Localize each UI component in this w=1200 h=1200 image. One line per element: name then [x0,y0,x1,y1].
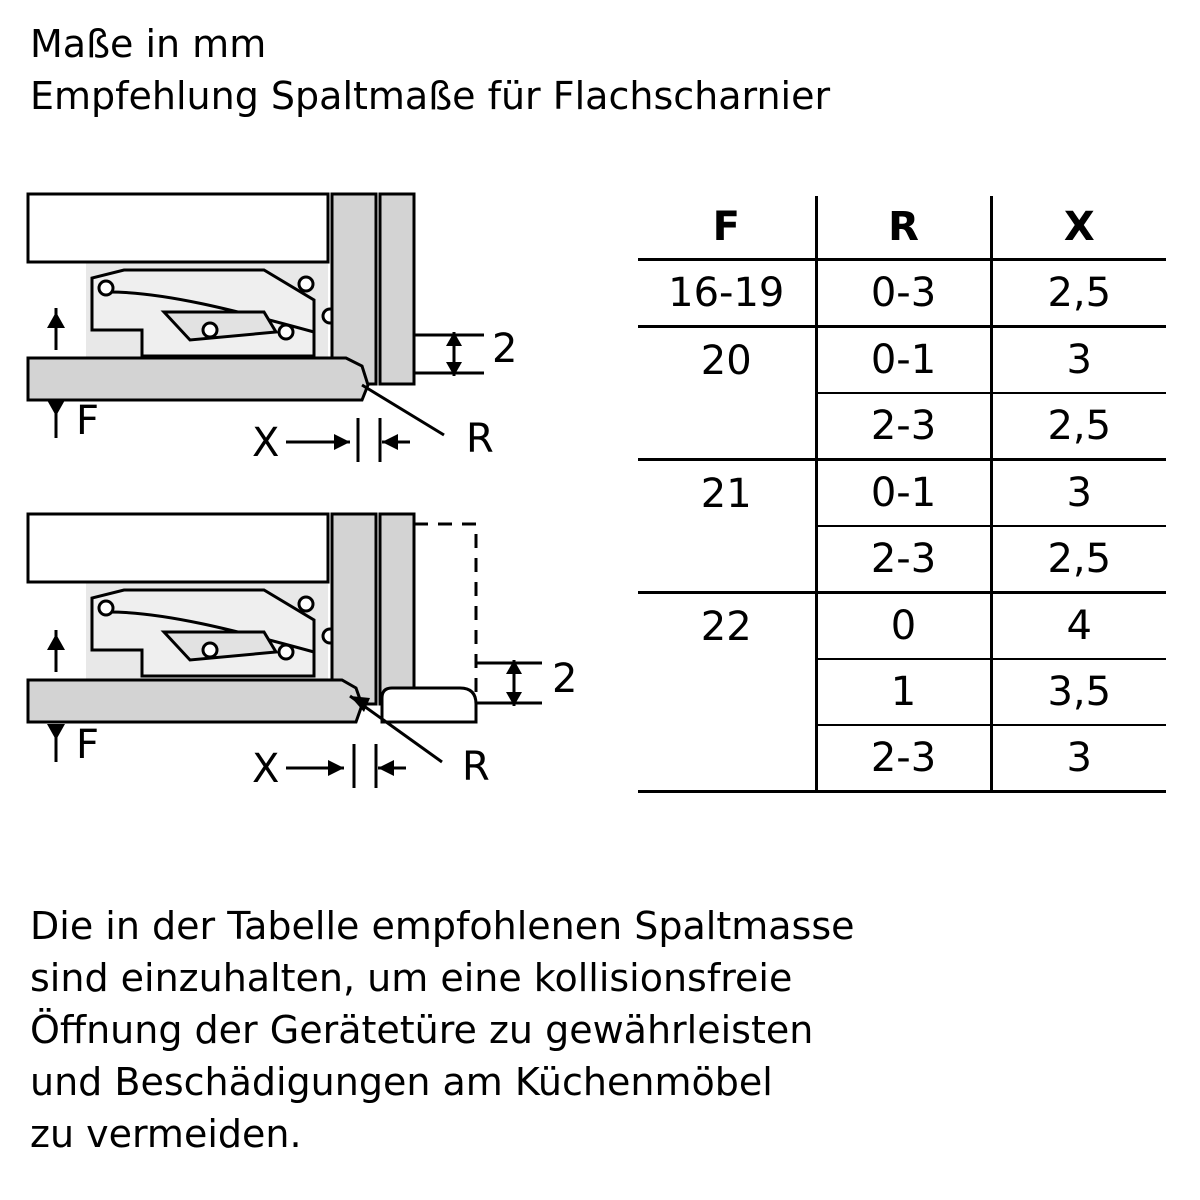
cell-r: 0-1 [816,327,991,394]
gap-dimension-table [638,196,1166,793]
cell-f: 16-19 [638,260,816,327]
cell-x: 2,5 [991,526,1166,593]
label-r-top: R [466,416,494,462]
notes-line: und Beschädigungen am Küchenmöbel [30,1060,773,1104]
label-f-bottom: F [76,722,100,768]
col-header-f: F [638,196,816,260]
notes-line: zu vermeiden. [30,1112,302,1156]
cell-x: 3,5 [991,659,1166,725]
notes-line: Die in der Tabelle empfohlenen Spaltmasse [30,904,855,948]
cell-r: 0-3 [816,260,991,327]
cell-f [638,659,816,725]
cell-x: 2,5 [991,260,1166,327]
notes-paragraph [30,900,1170,1160]
flat-hinge-cross-section-top [14,180,614,494]
cell-x: 3 [991,460,1166,527]
table-header-row [638,196,1166,260]
table-row [638,327,1166,394]
cell-f [638,393,816,460]
cell-x: 2,5 [991,393,1166,460]
label-f-top: F [76,398,100,444]
cell-r: 2-3 [816,526,991,593]
label-r-bottom: R [462,744,490,790]
notes-line: sind einzuhalten, um eine kollisionsfreie [30,956,793,1000]
cell-r: 1 [816,659,991,725]
label-gap-2-top: 2 [492,326,518,372]
page-subtitle: Empfehlung Spaltmaße für Flachscharnier [30,74,831,118]
label-x-bottom: X [252,746,280,792]
table-row [638,526,1166,593]
notes-line: Öffnung der Gerätetüre zu gewährleisten [30,1008,814,1052]
cell-f [638,725,816,792]
cell-r: 2-3 [816,725,991,792]
table-row [638,659,1166,725]
table-row [638,460,1166,527]
table-row [638,593,1166,660]
col-header-r: R [816,196,991,260]
table-row [638,260,1166,327]
cell-x: 4 [991,593,1166,660]
page-title: Maße in mm [30,22,267,66]
cell-r: 0 [816,593,991,660]
label-x-top: X [252,420,280,466]
cell-f: 22 [700,603,752,650]
cell-x: 3 [991,725,1166,792]
table-row [638,393,1166,460]
cell-r: 0-1 [816,460,991,527]
cell-x: 3 [991,327,1166,394]
col-header-x: X [991,196,1166,260]
cell-r: 2-3 [816,393,991,460]
label-gap-2-bottom: 2 [552,656,578,702]
cell-f: 21 [700,470,752,517]
cell-f: 20 [700,337,752,384]
table-row [638,725,1166,792]
cell-f [638,526,816,593]
flat-hinge-cross-section-bottom [14,500,614,834]
